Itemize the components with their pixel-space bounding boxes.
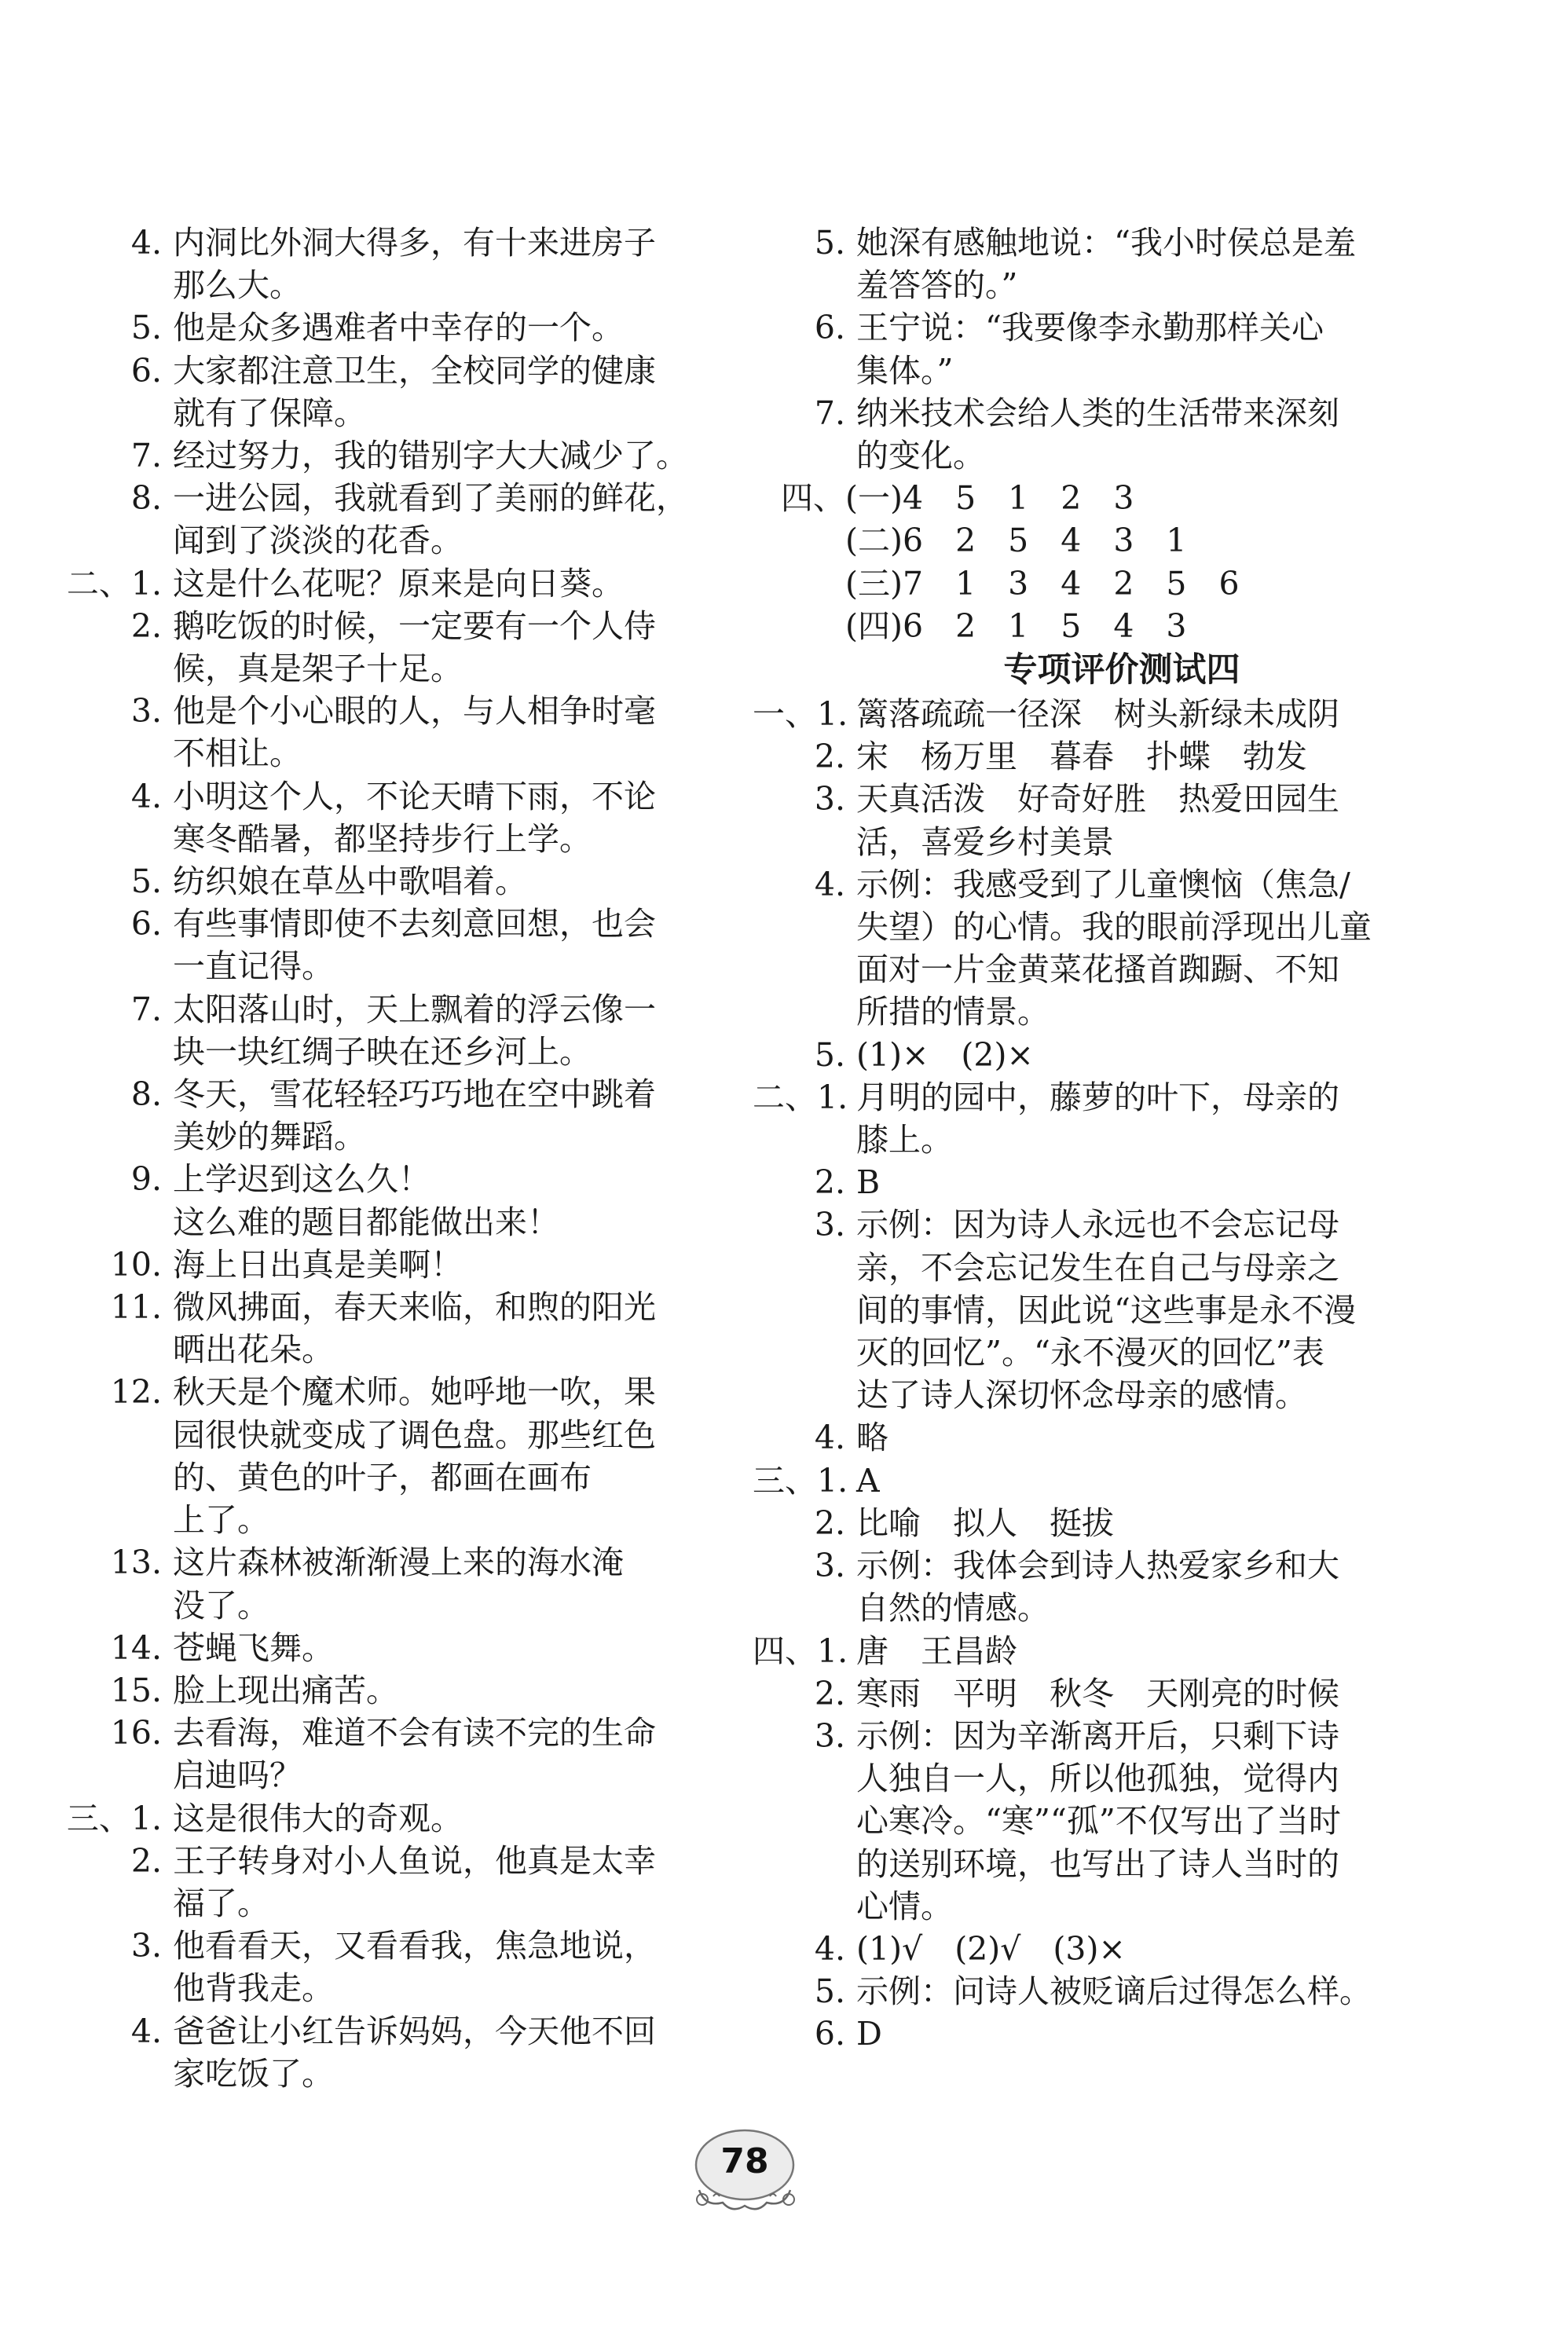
part1-continuation bbox=[46, 222, 690, 562]
answer-text: 纺织娘在草丛中歌唱着。 bbox=[173, 863, 527, 901]
answer-text-continued: 人独自一人，所以他孤独，觉得内 bbox=[856, 1760, 1339, 1798]
answer-item bbox=[46, 690, 690, 732]
item-number: 6. bbox=[130, 905, 162, 943]
item-number: 4. bbox=[814, 1419, 845, 1457]
answer-text-continued: 他背我走。 bbox=[173, 1969, 334, 2008]
answer-text: 小明这个人，不论天晴下雨，不论 bbox=[173, 777, 656, 815]
answer-item bbox=[753, 1203, 1444, 1246]
answer-text-continued: 福了。 bbox=[173, 1884, 269, 1922]
answer-text-continued: 就有了保障。 bbox=[173, 394, 366, 432]
answer-text: 有些事情即使不去刻意回想，也会 bbox=[173, 905, 656, 943]
item-number: 4. bbox=[130, 777, 162, 815]
answer-text: 月明的园中，藤萝的叶下，母亲的 bbox=[856, 1078, 1339, 1116]
answer-text: 篱落疏疏一径深 树头新绿未成阴 bbox=[856, 695, 1339, 734]
item-number: 2. bbox=[130, 606, 162, 645]
answer-text: 寒雨 平明 秋冬 天刚亮的时候 bbox=[856, 1674, 1339, 1712]
item-number: 7. bbox=[814, 394, 845, 432]
item-number: 3. bbox=[814, 780, 845, 819]
item-number: 3. bbox=[814, 1716, 845, 1755]
item-number: 3. bbox=[814, 1206, 845, 1244]
answer-text: 示例：我体会到诗人热爱家乡和大 bbox=[856, 1547, 1339, 1585]
answer-item bbox=[46, 1627, 690, 1669]
answer-text: 宋 杨万里 暮春 扑蝶 勃发 bbox=[856, 738, 1307, 776]
item-number: 7. bbox=[130, 437, 162, 475]
answer-text-continued: 达了诗人深切怀念母亲的感情。 bbox=[856, 1376, 1307, 1415]
item-number: 2. bbox=[814, 1674, 845, 1712]
section-3 bbox=[46, 1797, 690, 2095]
item-number: 4. bbox=[814, 1929, 845, 1968]
item-number: 3. bbox=[130, 1927, 162, 1965]
order-row-3 bbox=[753, 562, 1444, 605]
answer-text: 她深有感触地说：“我小时侯总是羞 bbox=[856, 224, 1356, 262]
test-title: 专项评价测试四 bbox=[1003, 650, 1240, 690]
item-number: 2. bbox=[814, 1503, 845, 1542]
answer-text: 这是很伟大的奇观。 bbox=[173, 1799, 463, 1837]
answer-item bbox=[46, 860, 690, 903]
answer-item bbox=[753, 1034, 1444, 1076]
item-number: 5. bbox=[814, 1035, 845, 1074]
answer-text-continued: 亲，不会忘记发生在自己与母亲之 bbox=[856, 1248, 1339, 1287]
answer-text: 比喻 拟人 挺拔 bbox=[856, 1503, 1114, 1542]
answer-text-continued: 心情。 bbox=[856, 1887, 953, 1925]
test-section-1 bbox=[753, 693, 1444, 1076]
answer-text: A bbox=[856, 1461, 880, 1500]
section-label: 三、1. bbox=[66, 1799, 162, 1837]
answer-item bbox=[46, 605, 690, 647]
answer-item bbox=[46, 1925, 690, 1967]
section-label: 四、1. bbox=[753, 1632, 848, 1670]
answer-item bbox=[46, 903, 690, 945]
answer-item bbox=[753, 1715, 1444, 1757]
page-number: 78 bbox=[720, 2141, 769, 2181]
answer-item bbox=[46, 1797, 690, 1840]
answer-item bbox=[753, 1630, 1444, 1672]
answer-text-continued: 灭的回忆”。“永不漫灭的回忆”表 bbox=[856, 1334, 1324, 1372]
answer-text: 他是众多遇难者中幸存的一个。 bbox=[173, 309, 624, 347]
section-label: 二、1. bbox=[66, 564, 162, 602]
answer-item bbox=[753, 1459, 1444, 1502]
answer-text: D bbox=[856, 2015, 882, 2053]
answer-text-continued: 启迪吗？ bbox=[173, 1756, 302, 1795]
answer-text: 这片森林被渐渐漫上来的海水淹 bbox=[173, 1544, 624, 1582]
answer-item bbox=[753, 1502, 1444, 1544]
answer-item bbox=[46, 1541, 690, 1584]
item-number: 6. bbox=[130, 351, 162, 390]
item-number: 3. bbox=[814, 1547, 845, 1585]
answer-text-continued: 上了。 bbox=[173, 1501, 269, 1540]
answer-item bbox=[46, 1712, 690, 1754]
order-sequence: (三)7 1 3 4 2 5 6 bbox=[845, 564, 1240, 602]
answer-item bbox=[46, 988, 690, 1031]
answer-text-continued: 这么难的题目都能做出来！ bbox=[173, 1203, 559, 1241]
answer-text-continued: 心寒冷。“寒”“孤”不仅写出了当时 bbox=[856, 1802, 1341, 1840]
order-row-2 bbox=[753, 519, 1444, 562]
answer-text-continued: 寒冬酷暑，都坚持步行上学。 bbox=[173, 819, 592, 858]
answer-item bbox=[46, 1243, 690, 1286]
answer-text-continued: 的送别环境，也写出了诗人当时的 bbox=[856, 1844, 1339, 1883]
answer-text: 示例：我感受到了儿童懊恼（焦急/ bbox=[856, 865, 1350, 903]
answer-item bbox=[46, 1840, 690, 1882]
answer-item bbox=[753, 2013, 1444, 2055]
answer-item bbox=[753, 735, 1444, 778]
answer-text: 鹅吃饭的时候，一定要有一个人侍 bbox=[173, 606, 656, 645]
answer-item bbox=[46, 306, 690, 349]
answer-text: 内洞比外洞大得多，有十来进房子 bbox=[173, 224, 656, 262]
answer-item bbox=[753, 1928, 1444, 1970]
item-number: 6. bbox=[814, 309, 845, 347]
item-number: 5. bbox=[814, 224, 845, 262]
order-sequence: (二)6 2 5 4 3 1 bbox=[845, 522, 1187, 560]
item-number: 5. bbox=[130, 863, 162, 901]
answer-text: 经过努力，我的错别字大大减少了。 bbox=[173, 437, 688, 475]
answer-text: 大家都注意卫生，全校同学的健康 bbox=[173, 351, 656, 390]
item-number: 8. bbox=[130, 479, 162, 518]
answer-text-continued: 失望）的心情。我的眼前浮现出儿童 bbox=[856, 908, 1372, 947]
section-label: 一、1. bbox=[753, 695, 848, 734]
item-number: 13. bbox=[110, 1544, 162, 1582]
item-number: 14. bbox=[110, 1628, 162, 1667]
item-number: 5. bbox=[130, 309, 162, 347]
answer-item bbox=[46, 477, 690, 519]
answer-text: 示例：因为诗人永远也不会忘记母 bbox=[856, 1206, 1339, 1244]
answer-text: 王子转身对小人鱼说，他真是太幸 bbox=[173, 1841, 656, 1880]
answer-text: 纳米技术会给人类的生活带来深刻 bbox=[856, 394, 1339, 432]
answer-text-continued: 没了。 bbox=[173, 1586, 269, 1624]
answer-item bbox=[753, 222, 1444, 264]
answer-item bbox=[46, 775, 690, 818]
section-label: 四、 bbox=[781, 479, 845, 518]
answer-item bbox=[753, 1076, 1444, 1119]
answer-item bbox=[753, 1416, 1444, 1459]
answer-text: 去看海，难道不会有读不完的生命 bbox=[173, 1714, 656, 1752]
answer-text: 冬天，雪花轻轻巧巧地在空中跳着 bbox=[173, 1075, 656, 1114]
test-section-2 bbox=[753, 1076, 1444, 1459]
test-section-4 bbox=[753, 1630, 1444, 2056]
answer-item bbox=[46, 434, 690, 477]
answer-text-continued: 家吃饭了。 bbox=[173, 2054, 334, 2093]
order-sequence: (四)6 2 1 5 4 3 bbox=[845, 606, 1187, 645]
item-number: 4. bbox=[814, 865, 845, 903]
item-number: 2. bbox=[814, 738, 845, 776]
answer-text: 示例：问诗人被贬谪后过得怎么样。 bbox=[856, 1972, 1372, 2011]
answer-text-continued: 集体。” bbox=[856, 351, 954, 390]
answer-text-continued: 那么大。 bbox=[173, 266, 302, 305]
item-number: 3. bbox=[130, 692, 162, 731]
answer-text-continued: 候，真是架子十足。 bbox=[173, 650, 463, 688]
item-number: 6. bbox=[814, 2015, 845, 2053]
answer-text-continued: 园很快就变成了调色盘。那些红色 bbox=[173, 1416, 656, 1454]
answer-item bbox=[46, 350, 690, 392]
answer-text: 略 bbox=[856, 1419, 888, 1457]
answer-item bbox=[46, 2010, 690, 2053]
part3-continuation bbox=[753, 222, 1444, 477]
answer-item bbox=[46, 1669, 690, 1712]
section-label: 二、1. bbox=[753, 1078, 848, 1116]
order-sequence: (一)4 5 1 2 3 bbox=[845, 479, 1134, 518]
item-number: 8. bbox=[130, 1075, 162, 1114]
answer-text-continued: 不相让。 bbox=[173, 734, 302, 773]
answer-text: 上学迟到这么久！ bbox=[173, 1160, 430, 1199]
answer-item bbox=[753, 1161, 1444, 1203]
item-number: 12. bbox=[110, 1373, 162, 1412]
answer-text: 爸爸让小红告诉妈妈，今天他不回 bbox=[173, 2012, 656, 2050]
item-number: 5. bbox=[814, 1972, 845, 2011]
left-column bbox=[46, 222, 690, 2095]
answer-text-continued: 晒出花朵。 bbox=[173, 1331, 334, 1369]
answer-item bbox=[46, 562, 690, 605]
answer-text: 一进公园，我就看到了美丽的鲜花， bbox=[173, 479, 688, 518]
answer-text: 微风拂面，春天来临，和煦的阳光 bbox=[173, 1288, 656, 1327]
answer-text: 苍蝇飞舞。 bbox=[173, 1628, 334, 1667]
item-number: 9. bbox=[130, 1160, 162, 1199]
order-row-4 bbox=[753, 605, 1444, 647]
answer-text: (1)√ (2)√ (3)× bbox=[856, 1929, 1126, 1968]
answer-text: B bbox=[856, 1163, 881, 1202]
order-row-1 bbox=[753, 477, 1444, 519]
item-number: 2. bbox=[814, 1163, 845, 1202]
answer-text: 他是个小心眼的人，与人相争时毫 bbox=[173, 692, 656, 731]
answer-item bbox=[46, 222, 690, 264]
item-number: 4. bbox=[130, 2012, 162, 2050]
test-section-3 bbox=[753, 1459, 1444, 1630]
answer-text-continued: 面对一片金黄菜花搔首踟蹰、不知 bbox=[856, 950, 1339, 989]
answer-text-continued: 间的事情，因此说“这些事是永不漫 bbox=[856, 1291, 1356, 1329]
answer-text-continued: 的变化。 bbox=[856, 437, 985, 475]
answer-item bbox=[46, 1158, 690, 1200]
page-number-badge bbox=[682, 2121, 808, 2223]
answer-item bbox=[753, 306, 1444, 349]
answer-text: 秋天是个魔术师。她呼地一吹，果 bbox=[173, 1373, 656, 1412]
answer-item bbox=[753, 778, 1444, 820]
answer-item bbox=[753, 1672, 1444, 1715]
answer-text: 他看看天，又看看我，焦急地说， bbox=[173, 1927, 656, 1965]
answer-text-continued: 自然的情感。 bbox=[856, 1589, 1050, 1628]
answer-item bbox=[753, 1970, 1444, 2013]
answer-text-continued: 闻到了淡淡的花香。 bbox=[173, 522, 463, 560]
answer-item bbox=[753, 392, 1444, 434]
answer-text-continued: 所措的情景。 bbox=[856, 993, 1050, 1031]
section-2 bbox=[46, 562, 690, 1797]
answer-text: 示例：因为辛渐离开后，只剩下诗 bbox=[856, 1716, 1339, 1755]
answer-text-continued: 羞答答的。” bbox=[856, 266, 1018, 305]
answer-text-continued: 块一块红绸子映在还乡河上。 bbox=[173, 1032, 592, 1071]
answer-text: 太阳落山时，天上飘着的浮云像一 bbox=[173, 990, 656, 1028]
answer-item bbox=[753, 863, 1444, 906]
answer-item bbox=[753, 1544, 1444, 1587]
answer-item bbox=[46, 1286, 690, 1328]
answer-text-continued: 一直记得。 bbox=[173, 947, 334, 986]
answer-text-continued: 美妙的舞蹈。 bbox=[173, 1118, 366, 1156]
item-number: 15. bbox=[110, 1671, 162, 1709]
answer-item bbox=[46, 1073, 690, 1115]
section-label: 三、1. bbox=[753, 1461, 848, 1500]
answer-text: (1)× (2)× bbox=[856, 1035, 1034, 1074]
answer-text: 海上日出真是美啊！ bbox=[173, 1245, 463, 1284]
section-4-order bbox=[753, 477, 1444, 647]
item-number: 16. bbox=[110, 1714, 162, 1752]
answer-text-continued: 活，喜爱乡村美景 bbox=[856, 822, 1114, 861]
item-number: 10. bbox=[110, 1245, 162, 1284]
answer-text-continued: 的、黄色的叶子，都画在画布 bbox=[173, 1458, 592, 1496]
item-number: 11. bbox=[110, 1288, 162, 1327]
answer-text-continued: 膝上。 bbox=[856, 1121, 953, 1159]
answer-item bbox=[753, 693, 1444, 735]
answer-text: 天真活泼 好奇好胜 热爱田园生 bbox=[856, 780, 1339, 819]
answer-text: 脸上现出痛苦。 bbox=[173, 1671, 398, 1709]
item-number: 7. bbox=[130, 990, 162, 1028]
answer-item bbox=[46, 1371, 690, 1413]
answer-text: 唐 王昌龄 bbox=[856, 1632, 1017, 1670]
right-column bbox=[753, 222, 1444, 2056]
answer-text: 这是什么花呢？原来是向日葵。 bbox=[173, 564, 624, 602]
item-number: 4. bbox=[130, 224, 162, 262]
item-number: 2. bbox=[130, 1841, 162, 1880]
answer-text: 王宁说：“我要像李永勤那样关心 bbox=[856, 309, 1324, 347]
